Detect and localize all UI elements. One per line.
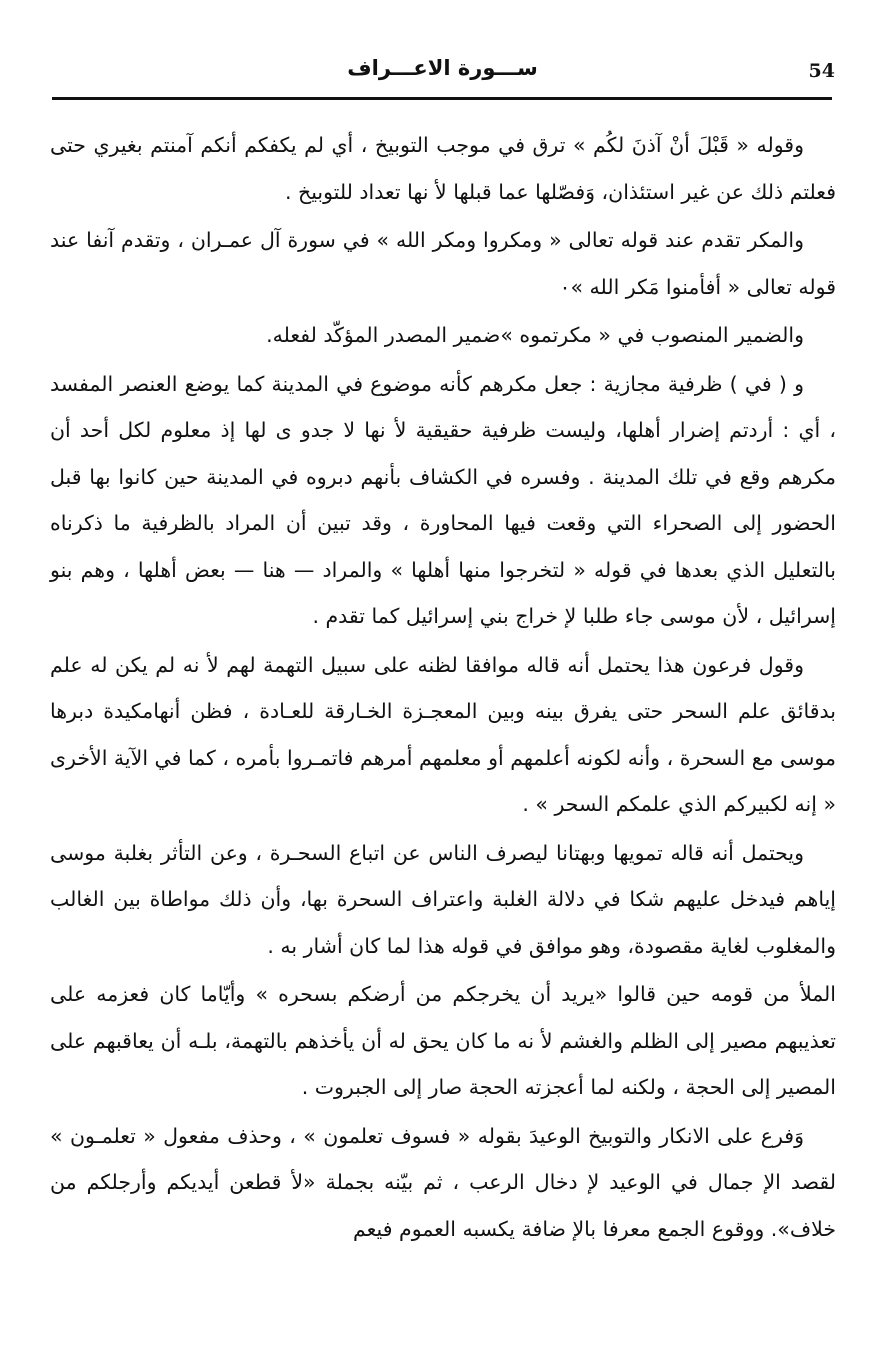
- paragraph: ويحتمل أنه قاله تمويها وبهتانا ليصرف الناس عن اتباع السحـرة ، وعن التأثر بغلبة موسى إياهم فيدخل عليهم شكا في دلالة الغلبة واعتراف السحرة بها، وأن ذلك مواطاة بين الغالب والمغلوب لغاية مقصودة، وهو موافق في قوله هذا لما كان أشار به .: [50, 840, 836, 958]
- paragraph: وقول فرعون هذا يحتمل أنه قاله موافقا لظنه على سبيل التهمة لهم لأ نه لم يكن له علم بدقائق علم السحر حتى يفرق بينه وبين المعجـزة الخـارقة للعـادة ، فظن أنهامكيدة دبرها موسى مع السحرة ، وأنه لكونه أعلمهم أو معلمهم أمرهم فاتمـروا بأمره ، كما في الآية الأخرى « إنه لكبيركم الذي علمكم السحر » .: [50, 652, 836, 816]
- page-number: 54: [808, 60, 835, 82]
- header-divider: [52, 97, 832, 100]
- paragraph: وَفرع على الانكار والتوبيخ الوعيدَ بقوله « فسوف تعلمون » ، وحذف مفعول « تعلمـون » لقصد الإ جمال في الوعيد لإ دخال الرعب ، ثم بيّنه بجملة «لأ قطعن أيديكم وأرجلكم من خلاف». ووقوع الجمع معرفا بالإ ضافة يكسبه العموم فيعم: [50, 1123, 836, 1241]
- page-header: [50, 56, 835, 90]
- body-text: [50, 122, 836, 1252]
- paragraph: والمكر تقدم عند قوله تعالى « ومكروا ومكر الله » في سورة آل عمـران ، وتقدم آنفا عند قوله تعالى « أفأمنوا مَكر الله »٠: [50, 228, 836, 299]
- paragraph: و ( في ) ظرفية مجازية : جعل مكرهم كأنه موضوع في المدينة كما يوضع العنصر المفسد ، أي : أردتم إضرار أهلها، وليست ظرفية حقيقية لأ نها لا جدو ى لها إذ معلوم لكل أحد أن مكرهم وقع في تلك المدينة . وفسره في الكشاف بأنهم دبروه في المدينة حين كانوا بها قبل الحضور إلى الصحراء التي وقعت فيها المحاورة ، وقد تبين أن المراد بالظرفية ما ذكرناه بالتعليل الذي بعدها في قوله « لتخرجوا منها أهلها » والمراد — هنا — بعض أهلها ، وهم بنو إسرائيل ، لأن موسى جاء طلبا لإ خراج بني إسرائيل كما تقدم .: [50, 371, 836, 628]
- paragraph: الملأ من قومه حين قالوا «يريد أن يخرجكم من أرضكم بسحره » وأيّاما كان فعزمه على تعذيبهم مصير إلى الظلم والغشم لأ نه ما كان يحق له أن يأخذهم بالتهمة، بلـه أن يعاقبهم على المصير إلى الحجة ، ولكنه لما أعجزته الحجة صار إلى الجبروت .: [50, 982, 836, 1099]
- paragraph: وقوله « قَبْلَ أنْ آذنَ لكُم » ترق في موجب التوبيخ ، أي لم يكفكم أنكم آمنتم بغيري حتى فعلتم ذلك عن غير استئذان، وَفصّلها عما قبلها لأ نها تعداد للتوبيخ .: [50, 133, 836, 204]
- surah-title: ســـورة الاعـــراف: [347, 56, 538, 80]
- paragraph: والضمير المنصوب في « مكرتموه »ضمير المصدر المؤكّد لفعله.: [266, 323, 804, 347]
